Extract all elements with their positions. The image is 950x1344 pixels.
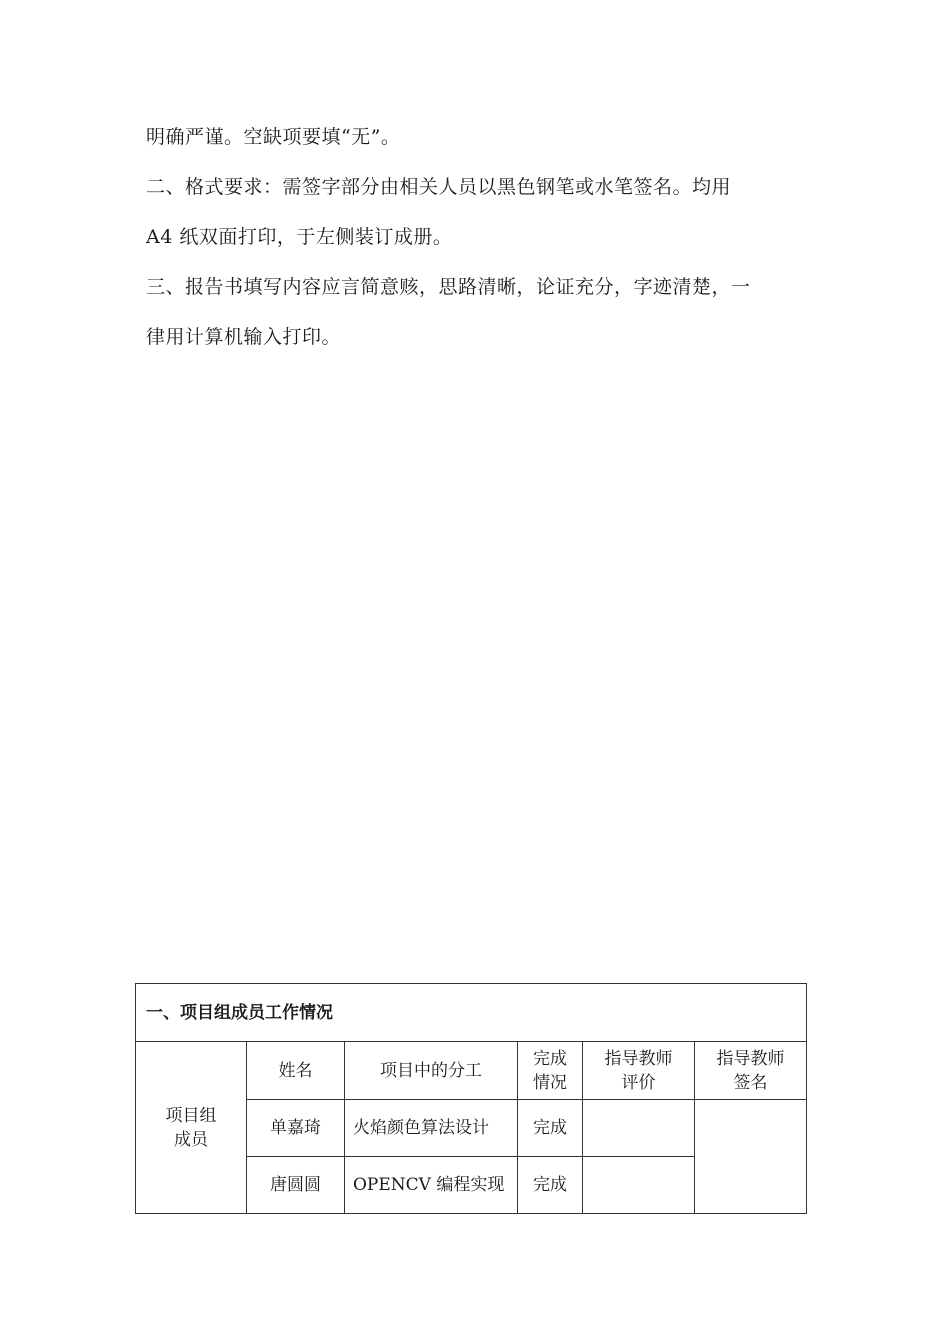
member-status: 完成 [518,1157,583,1214]
paragraph-line: 律用计算机输入打印。 [146,326,342,348]
instructions-text [146,112,810,362]
member-task: OPENCV 编程实现 [345,1157,518,1214]
row-header-members: 项目组 成员 [136,1042,247,1214]
team-members-table [135,983,807,1214]
member-evaluation [583,1100,695,1157]
paragraph-line: 明确严谨。空缺项要填“无”。 [146,126,401,148]
header-status: 完成 情况 [518,1042,583,1100]
section-title: 一、项目组成员工作情况 [136,984,807,1042]
member-name: 单嘉琦 [247,1100,345,1157]
header-signature: 指导教师 签名 [695,1042,807,1100]
signature-cell [695,1100,807,1214]
header-task: 项目中的分工 [345,1042,518,1100]
header-evaluation: 指导教师 评价 [583,1042,695,1100]
member-status: 完成 [518,1100,583,1157]
member-evaluation [583,1157,695,1214]
paragraph-line: 二、格式要求：需签字部分由相关人员以黑色钢笔或水笔签名。均用 [146,176,732,198]
header-name: 姓名 [247,1042,345,1100]
member-task: 火焰颜色算法设计 [345,1100,518,1157]
paragraph-line: 三、报告书填写内容应言简意赅，思路清晰，论证充分，字迹清楚，一 [146,276,751,298]
member-name: 唐圆圆 [247,1157,345,1214]
paragraph-line: A4 纸双面打印，于左侧装订成册。 [146,226,453,248]
